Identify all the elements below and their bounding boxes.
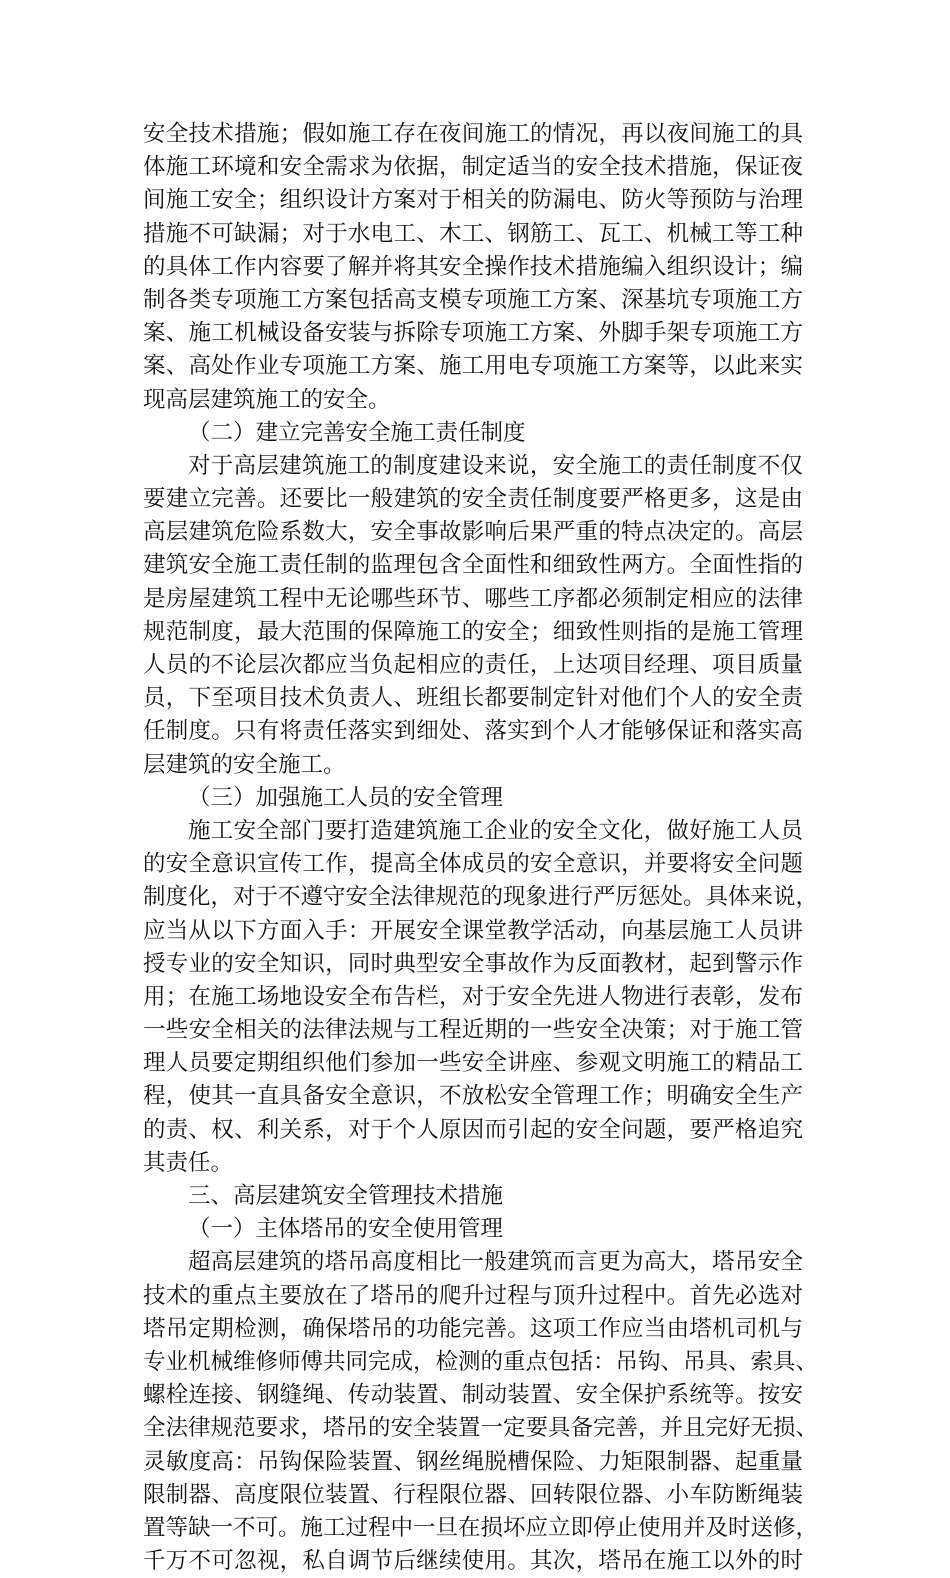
paragraph-line: 用；在施工场地设安全布告栏，对于安全先进人物进行表彰，发布: [143, 983, 803, 1010]
paragraph-line: 安全技术措施；假如施工存在夜间施工的情况，再以夜间施工的具: [143, 121, 803, 147]
section-heading: （一）主体塔吊的安全使用管理: [188, 1216, 504, 1243]
paragraph-line: 间施工安全；组织设计方案对于相关的防漏电、防火等预防与治理: [143, 187, 803, 214]
paragraph-line: 施工安全部门要打造建筑施工企业的安全文化，做好施工人员: [188, 817, 803, 844]
paragraph-line: 案、施工机械设备安装与拆除专项施工方案、外脚手架专项施工方: [143, 320, 803, 347]
paragraph-line: 理人员要定期组织他们参加一些安全讲座、参观文明施工的精品工: [143, 1050, 803, 1077]
paragraph-line: 专业机械维修师傅共同完成，检测的重点包括：吊钩、吊具、索具、: [143, 1348, 819, 1375]
paragraph-line: 制度化，对于不遵守安全法律规范的现象进行严厉惩处。具体来说，: [143, 884, 819, 911]
paragraph-line: 限制器、高度限位装置、行程限位器、回转限位器、小车防断绳装: [143, 1481, 803, 1508]
paragraph-line: 高层建筑危险系数大，安全事故影响后果严重的特点决定的。高层: [143, 519, 803, 546]
paragraph-line: 塔吊定期检测，确保塔吊的功能完善。这项工作应当由塔机司机与: [143, 1315, 803, 1342]
paragraph-line: 程，使其一直具备安全意识，不放松安全管理工作；明确安全生产: [143, 1083, 803, 1110]
paragraph-line: 的责、权、利关系，对于个人原因而引起的安全问题，要严格追究: [143, 1116, 803, 1143]
paragraph-line: 超高层建筑的塔吊高度相比一般建筑而言更为高大，塔吊安全: [188, 1249, 803, 1276]
paragraph-line: 其责任。: [143, 1149, 234, 1176]
section-heading: （三）加强施工人员的安全管理: [188, 784, 504, 811]
paragraph-line: 的安全意识宣传工作，提高全体成员的安全意识，并要将安全问题: [143, 851, 803, 878]
paragraph-line: 授专业的安全知识，同时典型安全事故作为反面教材，起到警示作: [143, 950, 803, 977]
paragraph-line: 千万不可忽视，私自调节后继续使用。其次，塔吊在施工以外的时: [143, 1548, 803, 1575]
paragraph-line: 任制度。只有将责任落实到细处、落实到个人才能够保证和落实高: [143, 718, 803, 745]
paragraph-line: 是房屋建筑工程中无论哪些环节、哪些工序都必须制定相应的法律: [143, 585, 803, 612]
paragraph-line: 技术的重点主要放在了塔吊的爬升过程与顶升过程中。首先必选对: [143, 1282, 803, 1309]
paragraph-line: 一些安全相关的法律法规与工程近期的一些安全决策；对于施工管: [143, 1017, 803, 1044]
paragraph-line: 体施工环境和安全需求为依据，制定适当的安全技术措施，保证夜: [143, 154, 803, 181]
paragraph-line: 建筑安全施工责任制的监理包含全面性和细致性两方。全面性指的: [143, 552, 803, 579]
paragraph-line: 对于高层建筑施工的制度建设来说，安全施工的责任制度不仅: [188, 452, 803, 479]
paragraph-line: 置等缺一不可。施工过程中一旦在损坏应立即停止使用并及时送修，: [143, 1514, 819, 1541]
paragraph-line: 现高层建筑施工的安全。: [143, 386, 391, 413]
paragraph-line: 制各类专项施工方案包括高支模专项施工方案、深基坑专项施工方: [143, 286, 803, 313]
paragraph-line: 员，下至项目技术负责人、班组长都要制定针对他们个人的安全责: [143, 685, 803, 712]
document-page: [143, 118, 819, 1578]
paragraph-line: 人员的不论层次都应当负起相应的责任，上达项目经理、项目质量: [143, 652, 803, 678]
paragraph-line: 螺栓连接、钢缝绳、传动装置、制动装置、安全保护系统等。按安: [143, 1382, 803, 1409]
paragraph-line: 层建筑的安全施工。: [143, 751, 346, 778]
paragraph-line: 规范制度，最大范围的保障施工的安全；细致性则指的是施工管理: [143, 618, 803, 645]
paragraph-line: 灵敏度高：吊钩保险装置、钢丝绳脱槽保险、力矩限制器、起重量: [143, 1448, 803, 1475]
paragraph-line: 措施不可缺漏；对于水电工、木工、钢筋工、瓦工、机械工等工种: [143, 220, 803, 247]
paragraph-line: 应当从以下方面入手：开展安全课堂教学活动，向基层施工人员讲: [143, 917, 803, 944]
paragraph-line: 要建立完善。还要比一般建筑的安全责任制度要严格更多，这是由: [143, 486, 803, 513]
section-heading: （二）建立完善安全施工责任制度: [188, 419, 526, 446]
paragraph-line: 的具体工作内容要了解并将其安全操作技术措施编入组织设计；编: [143, 253, 803, 280]
paragraph-line: 案、高处作业专项施工方案、施工用电专项施工方案等，以此来实: [143, 353, 803, 380]
section-heading: 三、高层建筑安全管理技术措施: [188, 1183, 504, 1209]
paragraph-line: 全法律规范要求，塔吊的安全装置一定要具备完善，并且完好无损、: [143, 1415, 819, 1442]
